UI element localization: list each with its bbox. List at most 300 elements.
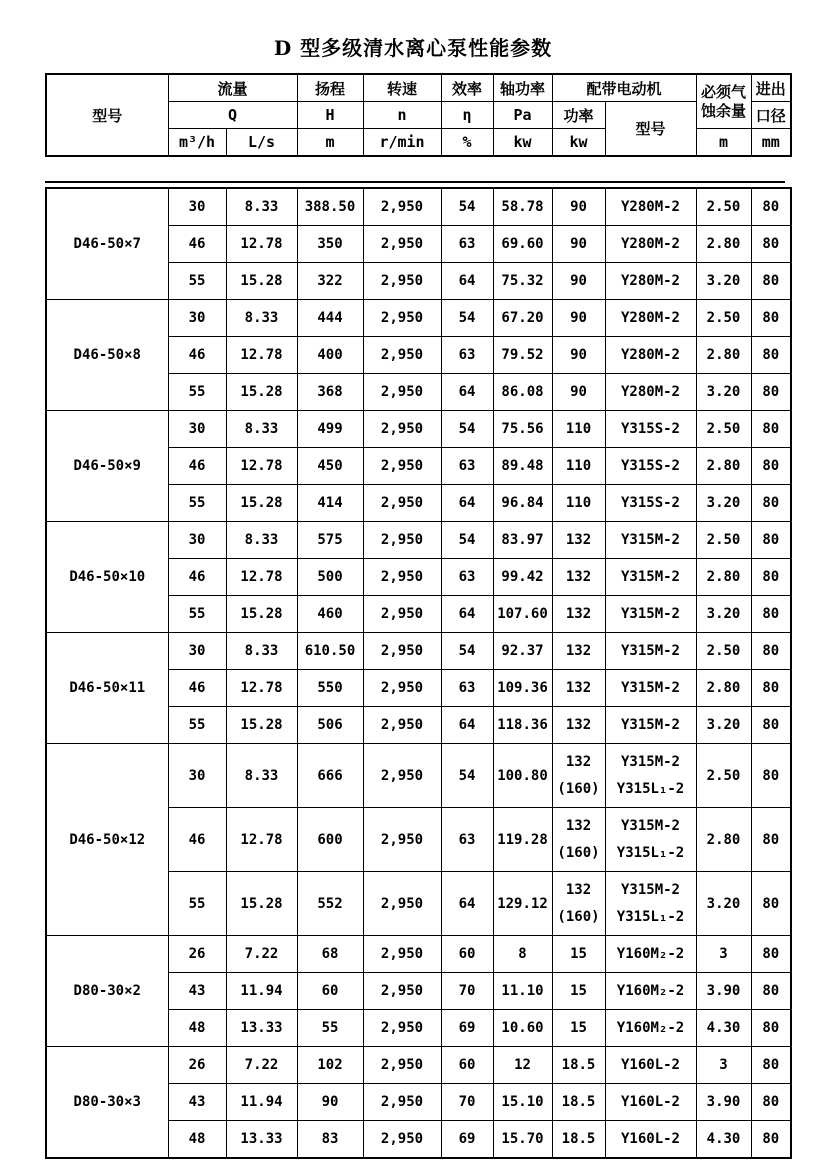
table-row: [46, 936, 791, 973]
cell-q_ls: 11.94: [226, 973, 297, 1010]
cell-power: 132: [552, 707, 605, 744]
cell-q_ls: 12.78: [226, 559, 297, 596]
cell-h: 575: [297, 522, 363, 559]
cell-n: 2,950: [363, 872, 441, 936]
cell-dn: 80: [751, 411, 791, 448]
cell-eta: 63: [441, 808, 493, 872]
cell-npsh: 2.50: [696, 188, 751, 226]
cell-power-line1: 132: [565, 817, 592, 834]
cell-h: 322: [297, 263, 363, 300]
cell-q_m3h: 48: [168, 1121, 226, 1159]
cell-npsh: 2.80: [696, 226, 751, 263]
cell-q_ls: 15.28: [226, 374, 297, 411]
cell-power: 18.5: [552, 1047, 605, 1084]
cell-q_m3h: 46: [168, 226, 226, 263]
cell-q_m3h: 46: [168, 337, 226, 374]
cell-npsh: 3.20: [696, 485, 751, 522]
cell-pa: 107.60: [493, 596, 552, 633]
cell-motor: Y160M₂-2: [605, 973, 696, 1010]
cell-q_m3h: 46: [168, 559, 226, 596]
cell-pa: 118.36: [493, 707, 552, 744]
cell-q_ls: 15.28: [226, 707, 297, 744]
cell-eta: 64: [441, 872, 493, 936]
cell-dn: 80: [751, 300, 791, 337]
header-head: 扬程: [297, 74, 363, 102]
cell-npsh: 3: [696, 936, 751, 973]
cell-npsh: 3.20: [696, 872, 751, 936]
cell-pa: 10.60: [493, 1010, 552, 1047]
cell-power: [552, 808, 605, 872]
cell-npsh: 3.90: [696, 1084, 751, 1121]
cell-motor: Y280M-2: [605, 374, 696, 411]
cell-eta: 64: [441, 374, 493, 411]
cell-power: 90: [552, 337, 605, 374]
cell-n: 2,950: [363, 596, 441, 633]
cell-dn: 80: [751, 1010, 791, 1047]
header-motor-power: 功率: [552, 102, 605, 129]
cell-h: 102: [297, 1047, 363, 1084]
cell-dn: 80: [751, 337, 791, 374]
cell-n: 2,950: [363, 670, 441, 707]
cell-motor: Y160L-2: [605, 1084, 696, 1121]
header-efficiency-unit: %: [441, 129, 493, 157]
cell-pa: 83.97: [493, 522, 552, 559]
pump-model-cell: D80-30×2: [46, 936, 168, 1047]
cell-q_ls: 7.22: [226, 936, 297, 973]
cell-motor-line1: Y315M-2: [620, 881, 680, 898]
table-row: [46, 411, 791, 448]
cell-dn: 80: [751, 936, 791, 973]
pump-model-cell: D80-30×3: [46, 1047, 168, 1159]
cell-h: 450: [297, 448, 363, 485]
cell-h: 500: [297, 559, 363, 596]
cell-n: 2,950: [363, 936, 441, 973]
cell-pa: 75.56: [493, 411, 552, 448]
cell-eta: 64: [441, 485, 493, 522]
cell-power: 18.5: [552, 1084, 605, 1121]
cell-eta: 54: [441, 300, 493, 337]
cell-pa: 99.42: [493, 559, 552, 596]
header-flow-symbol: Q: [168, 102, 297, 129]
cell-dn: 80: [751, 670, 791, 707]
cell-pa: 96.84: [493, 485, 552, 522]
cell-h: 68: [297, 936, 363, 973]
cell-n: 2,950: [363, 411, 441, 448]
cell-h: 388.50: [297, 188, 363, 226]
cell-h: 368: [297, 374, 363, 411]
cell-power: 90: [552, 300, 605, 337]
cell-dn: 80: [751, 448, 791, 485]
header-efficiency-symbol: η: [441, 102, 493, 129]
pump-model-cell: D46-50×7: [46, 188, 168, 300]
cell-dn: 80: [751, 744, 791, 808]
table-top-rule: [45, 181, 785, 183]
cell-h: 350: [297, 226, 363, 263]
cell-pa: 89.48: [493, 448, 552, 485]
cell-n: 2,950: [363, 374, 441, 411]
cell-npsh: 2.80: [696, 559, 751, 596]
cell-pa: 11.10: [493, 973, 552, 1010]
cell-h: 550: [297, 670, 363, 707]
cell-motor: Y315M-2: [605, 633, 696, 670]
cell-h: 55: [297, 1010, 363, 1047]
cell-power-line2: (160): [557, 844, 600, 861]
cell-dn: 80: [751, 485, 791, 522]
table-row: [46, 522, 791, 559]
header-motor-model: 型号: [605, 102, 696, 157]
cell-npsh: 4.30: [696, 1121, 751, 1159]
cell-eta: 63: [441, 337, 493, 374]
cell-dn: 80: [751, 1047, 791, 1084]
cell-q_ls: 13.33: [226, 1010, 297, 1047]
cell-q_m3h: 48: [168, 1010, 226, 1047]
cell-power: 90: [552, 374, 605, 411]
cell-dn: 80: [751, 1084, 791, 1121]
cell-eta: 70: [441, 1084, 493, 1121]
cell-power: 110: [552, 448, 605, 485]
cell-dn: 80: [751, 263, 791, 300]
cell-q_m3h: 43: [168, 1084, 226, 1121]
cell-n: 2,950: [363, 808, 441, 872]
cell-npsh: 2.80: [696, 808, 751, 872]
cell-motor: Y160L-2: [605, 1121, 696, 1159]
cell-dn: 80: [751, 226, 791, 263]
cell-n: 2,950: [363, 973, 441, 1010]
cell-eta: 63: [441, 448, 493, 485]
cell-motor-line2: Y315L₁-2: [616, 780, 685, 797]
cell-power: 15: [552, 973, 605, 1010]
cell-pa: 92.37: [493, 633, 552, 670]
cell-dn: 80: [751, 374, 791, 411]
cell-npsh: 3.90: [696, 973, 751, 1010]
header-flow-unit-ls: L/s: [226, 129, 297, 157]
cell-q_m3h: 55: [168, 374, 226, 411]
cell-power: 132: [552, 596, 605, 633]
table-row: [46, 188, 791, 226]
cell-h: 610.50: [297, 633, 363, 670]
cell-npsh: 2.50: [696, 522, 751, 559]
cell-eta: 60: [441, 936, 493, 973]
cell-q_m3h: 30: [168, 411, 226, 448]
cell-power: 132: [552, 633, 605, 670]
header-flow: 流量: [168, 74, 297, 102]
cell-motor: Y315S-2: [605, 411, 696, 448]
cell-n: 2,950: [363, 522, 441, 559]
cell-eta: 64: [441, 707, 493, 744]
cell-pa: 75.32: [493, 263, 552, 300]
cell-motor-line1: Y315M-2: [620, 753, 680, 770]
table-row: [46, 300, 791, 337]
page-title: D 型多级清水离心泵性能参数: [273, 36, 553, 60]
cell-pa: 69.60: [493, 226, 552, 263]
table-row: [46, 1047, 791, 1084]
cell-pa: 67.20: [493, 300, 552, 337]
cell-motor: Y280M-2: [605, 263, 696, 300]
cell-motor: Y280M-2: [605, 300, 696, 337]
header-npsh-line1: 必须气: [701, 82, 747, 101]
cell-n: 2,950: [363, 744, 441, 808]
cell-eta: 54: [441, 411, 493, 448]
cell-h: 600: [297, 808, 363, 872]
header-flow-unit-m3h: m³/h: [168, 129, 226, 157]
cell-n: 2,950: [363, 633, 441, 670]
cell-dn: 80: [751, 973, 791, 1010]
table-row: [46, 744, 791, 808]
cell-motor: Y315M-2: [605, 670, 696, 707]
cell-q_m3h: 55: [168, 263, 226, 300]
cell-power: 132: [552, 522, 605, 559]
cell-q_ls: 12.78: [226, 670, 297, 707]
header-npsh-line2: 蚀余量: [701, 101, 747, 120]
cell-q_ls: 8.33: [226, 300, 297, 337]
cell-dn: 80: [751, 808, 791, 872]
cell-npsh: 2.50: [696, 744, 751, 808]
cell-pa: 100.80: [493, 744, 552, 808]
header-npsh-unit: m: [696, 129, 751, 157]
cell-eta: 60: [441, 1047, 493, 1084]
cell-q_m3h: 46: [168, 448, 226, 485]
cell-q_ls: 8.33: [226, 411, 297, 448]
cell-n: 2,950: [363, 559, 441, 596]
cell-power: 90: [552, 188, 605, 226]
cell-power: 132: [552, 670, 605, 707]
cell-q_m3h: 30: [168, 633, 226, 670]
cell-eta: 69: [441, 1121, 493, 1159]
cell-h: 60: [297, 973, 363, 1010]
cell-npsh: 2.80: [696, 670, 751, 707]
header-npsh: [696, 74, 751, 129]
cell-power: 90: [552, 263, 605, 300]
cell-power: 15: [552, 936, 605, 973]
cell-npsh: 3.20: [696, 707, 751, 744]
cell-power-line2: (160): [557, 780, 600, 797]
cell-eta: 64: [441, 596, 493, 633]
cell-npsh: 2.50: [696, 633, 751, 670]
cell-pa: 15.10: [493, 1084, 552, 1121]
cell-pa: 8: [493, 936, 552, 973]
cell-h: 444: [297, 300, 363, 337]
pump-model-cell: D46-50×12: [46, 744, 168, 936]
cell-dn: 80: [751, 707, 791, 744]
cell-h: 460: [297, 596, 363, 633]
cell-eta: 70: [441, 973, 493, 1010]
table-area: [45, 73, 792, 1159]
header-shaft-power-symbol: Pa: [493, 102, 552, 129]
header-speed-symbol: n: [363, 102, 441, 129]
cell-dn: 80: [751, 559, 791, 596]
cell-q_m3h: 30: [168, 744, 226, 808]
cell-q_ls: 12.78: [226, 448, 297, 485]
cell-motor: Y280M-2: [605, 337, 696, 374]
cell-h: 414: [297, 485, 363, 522]
cell-dn: 80: [751, 522, 791, 559]
cell-motor: Y315M-2: [605, 522, 696, 559]
cell-power-line1: 132: [565, 753, 592, 770]
cell-power: 110: [552, 411, 605, 448]
header-speed: 转速: [363, 74, 441, 102]
cell-dn: 80: [751, 872, 791, 936]
cell-eta: 54: [441, 188, 493, 226]
cell-power: 15: [552, 1010, 605, 1047]
cell-motor: Y315S-2: [605, 485, 696, 522]
cell-h: 400: [297, 337, 363, 374]
cell-pa: 79.52: [493, 337, 552, 374]
cell-q_ls: 12.78: [226, 226, 297, 263]
cell-pa: 129.12: [493, 872, 552, 936]
cell-motor: [605, 808, 696, 872]
cell-npsh: 3: [696, 1047, 751, 1084]
cell-motor: Y315M-2: [605, 707, 696, 744]
cell-h: 83: [297, 1121, 363, 1159]
cell-power-line2: (160): [557, 908, 600, 925]
cell-power: 132: [552, 559, 605, 596]
cell-motor: Y315M-2: [605, 596, 696, 633]
cell-q_ls: 13.33: [226, 1121, 297, 1159]
cell-dn: 80: [751, 188, 791, 226]
header-shaft-power: 轴功率: [493, 74, 552, 102]
cell-q_ls: 11.94: [226, 1084, 297, 1121]
cell-dn: 80: [751, 1121, 791, 1159]
cell-eta: 54: [441, 522, 493, 559]
cell-h: 506: [297, 707, 363, 744]
header-head-unit: m: [297, 129, 363, 157]
cell-n: 2,950: [363, 1121, 441, 1159]
cell-q_m3h: 46: [168, 670, 226, 707]
cell-eta: 64: [441, 263, 493, 300]
data-table: [45, 187, 792, 1159]
cell-n: 2,950: [363, 188, 441, 226]
cell-power: 90: [552, 226, 605, 263]
cell-h: 666: [297, 744, 363, 808]
cell-motor: Y280M-2: [605, 226, 696, 263]
header-port-line1: 进出: [751, 74, 791, 102]
cell-dn: 80: [751, 633, 791, 670]
cell-q_ls: 15.28: [226, 263, 297, 300]
cell-q_m3h: 55: [168, 872, 226, 936]
cell-pa: 86.08: [493, 374, 552, 411]
cell-npsh: 2.80: [696, 337, 751, 374]
cell-npsh: 2.50: [696, 300, 751, 337]
cell-power: [552, 872, 605, 936]
cell-n: 2,950: [363, 448, 441, 485]
cell-q_ls: 7.22: [226, 1047, 297, 1084]
cell-q_m3h: 43: [168, 973, 226, 1010]
header-speed-unit: r/min: [363, 129, 441, 157]
cell-q_m3h: 55: [168, 596, 226, 633]
cell-n: 2,950: [363, 226, 441, 263]
cell-motor-line1: Y315M-2: [620, 817, 680, 834]
cell-power: [552, 744, 605, 808]
cell-q_m3h: 46: [168, 808, 226, 872]
header-motor: 配带电动机: [552, 74, 696, 102]
cell-q_ls: 15.28: [226, 596, 297, 633]
cell-motor: Y160M₂-2: [605, 1010, 696, 1047]
cell-eta: 54: [441, 744, 493, 808]
cell-motor: Y160M₂-2: [605, 936, 696, 973]
cell-q_ls: 12.78: [226, 337, 297, 374]
cell-eta: 63: [441, 670, 493, 707]
cell-npsh: 3.20: [696, 374, 751, 411]
cell-npsh: 3.20: [696, 263, 751, 300]
cell-npsh: 3.20: [696, 596, 751, 633]
cell-pa: 119.28: [493, 808, 552, 872]
cell-q_ls: 8.33: [226, 522, 297, 559]
cell-q_m3h: 30: [168, 188, 226, 226]
cell-n: 2,950: [363, 1047, 441, 1084]
header-head-symbol: H: [297, 102, 363, 129]
cell-h: 552: [297, 872, 363, 936]
pump-model-cell: D46-50×10: [46, 522, 168, 633]
header-port-line2: 口径: [751, 102, 791, 129]
pump-table-body: [46, 188, 791, 1158]
cell-eta: 63: [441, 226, 493, 263]
cell-eta: 63: [441, 559, 493, 596]
header-motor-power-unit: kw: [552, 129, 605, 157]
header-efficiency: 效率: [441, 74, 493, 102]
cell-npsh: 4.30: [696, 1010, 751, 1047]
cell-motor: [605, 744, 696, 808]
cell-q_m3h: 30: [168, 522, 226, 559]
pump-model-cell: D46-50×11: [46, 633, 168, 744]
cell-n: 2,950: [363, 1010, 441, 1047]
cell-n: 2,950: [363, 300, 441, 337]
cell-pa: 58.78: [493, 188, 552, 226]
cell-h: 90: [297, 1084, 363, 1121]
cell-q_m3h: 26: [168, 936, 226, 973]
cell-power-line1: 132: [565, 881, 592, 898]
cell-npsh: 2.50: [696, 411, 751, 448]
cell-q_ls: 8.33: [226, 744, 297, 808]
header-port-unit: mm: [751, 129, 791, 157]
cell-power: 110: [552, 485, 605, 522]
header-shaft-power-unit: kw: [493, 129, 552, 157]
cell-q_m3h: 55: [168, 707, 226, 744]
cell-eta: 54: [441, 633, 493, 670]
cell-dn: 80: [751, 596, 791, 633]
cell-q_m3h: 55: [168, 485, 226, 522]
cell-motor: Y160L-2: [605, 1047, 696, 1084]
header-model: 型号: [46, 74, 168, 156]
cell-h: 499: [297, 411, 363, 448]
cell-q_ls: 12.78: [226, 808, 297, 872]
cell-n: 2,950: [363, 707, 441, 744]
cell-n: 2,950: [363, 485, 441, 522]
cell-q_ls: 15.28: [226, 872, 297, 936]
header-table: [45, 73, 792, 157]
cell-motor: Y280M-2: [605, 188, 696, 226]
cell-motor-line2: Y315L₁-2: [616, 908, 685, 925]
cell-npsh: 2.80: [696, 448, 751, 485]
cell-n: 2,950: [363, 337, 441, 374]
cell-motor: [605, 872, 696, 936]
cell-n: 2,950: [363, 1084, 441, 1121]
cell-q_m3h: 30: [168, 300, 226, 337]
cell-q_m3h: 26: [168, 1047, 226, 1084]
table-row: [46, 633, 791, 670]
pump-model-cell: D46-50×9: [46, 411, 168, 522]
cell-motor-line2: Y315L₁-2: [616, 844, 685, 861]
cell-n: 2,950: [363, 263, 441, 300]
cell-pa: 109.36: [493, 670, 552, 707]
cell-motor: Y315M-2: [605, 559, 696, 596]
cell-motor: Y315S-2: [605, 448, 696, 485]
cell-q_ls: 8.33: [226, 633, 297, 670]
pump-model-cell: D46-50×8: [46, 300, 168, 411]
cell-eta: 69: [441, 1010, 493, 1047]
cell-pa: 15.70: [493, 1121, 552, 1159]
cell-q_ls: 15.28: [226, 485, 297, 522]
cell-q_ls: 8.33: [226, 188, 297, 226]
